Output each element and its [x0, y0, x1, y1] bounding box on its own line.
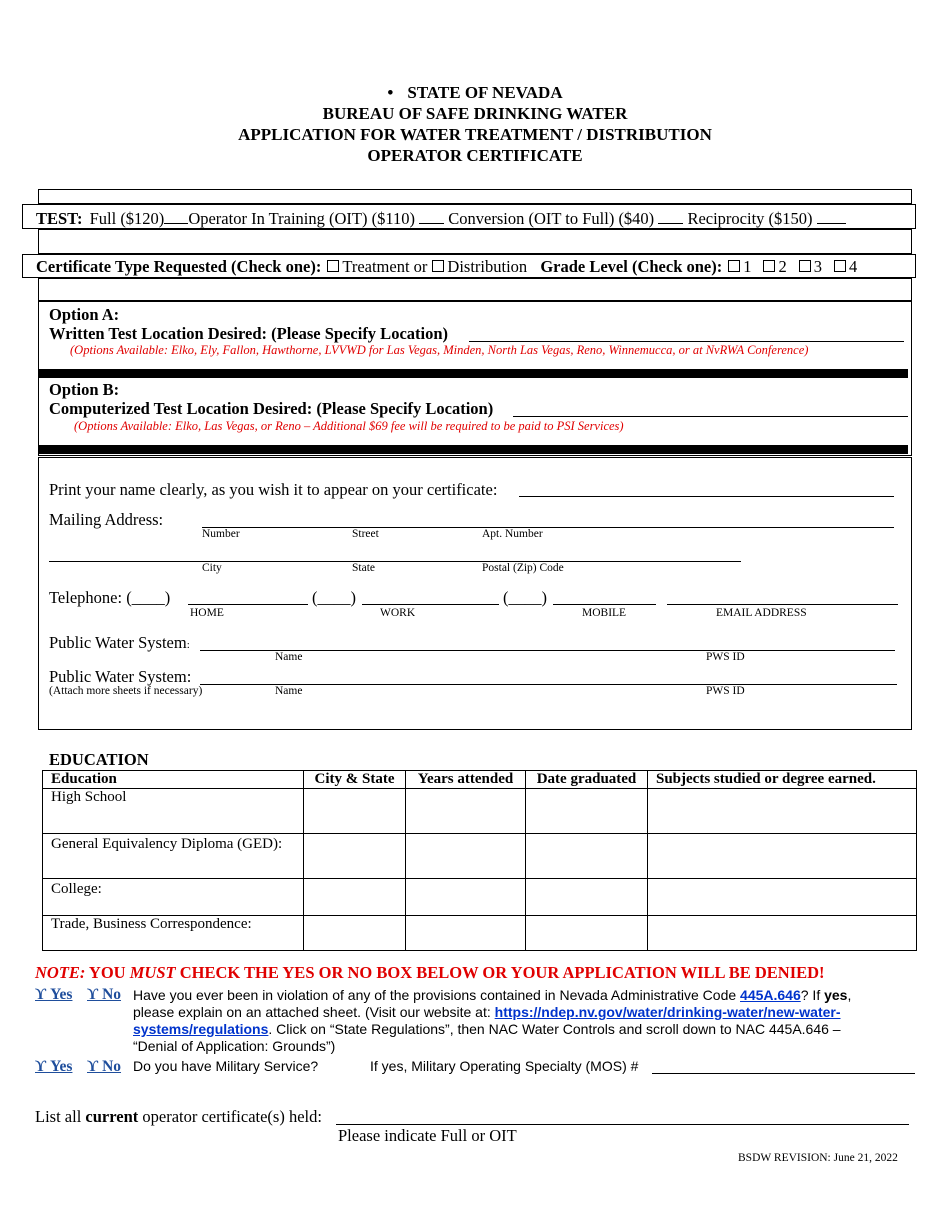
current-certificates-label: List all current operator certificate(s) held:: [35, 1107, 322, 1126]
mobile-caption: MOBILE: [582, 607, 627, 619]
test-oit-blank[interactable]: [419, 208, 444, 224]
mailing-address-label: Mailing Address:: [49, 510, 164, 529]
telephone-label: Telephone: (____): [49, 588, 171, 607]
table-row: [43, 879, 917, 916]
address-city-caption: City: [202, 562, 222, 574]
title-bureau: BUREAU OF SAFE DRINKING WATER: [322, 104, 628, 123]
military-question: Do you have Military Service?: [133, 1058, 319, 1074]
treatment-checkbox[interactable]: [327, 260, 339, 272]
row-trade: Trade, Business Correspondence:: [43, 916, 304, 951]
table-cell[interactable]: [526, 879, 648, 916]
table-cell[interactable]: [406, 879, 526, 916]
test-full: Full ($120): [89, 209, 165, 228]
mobile-area-code-field[interactable]: (____): [503, 588, 547, 607]
test-conversion-blank[interactable]: [658, 208, 683, 224]
grade-4-label: 4: [848, 257, 858, 276]
table-cell[interactable]: [304, 834, 406, 879]
mos-field[interactable]: [652, 1073, 915, 1074]
pws-1-id-caption: PWS ID: [706, 651, 745, 663]
pws-1-name-caption: Name: [275, 651, 303, 663]
table-cell[interactable]: [406, 789, 526, 834]
test-label: TEST:: [36, 209, 83, 228]
address-number-caption: Number: [202, 528, 240, 540]
certificate-row: [22, 254, 916, 278]
address-state-caption: State: [352, 562, 375, 574]
nac-code-link[interactable]: 445A.646: [740, 987, 801, 1003]
address-line-1-field[interactable]: [202, 527, 894, 528]
grade-3-label: 3: [813, 257, 822, 276]
col-city-state: City & State: [304, 771, 406, 789]
table-row: [43, 789, 917, 834]
work-caption: WORK: [380, 607, 416, 619]
option-a-note: (Options Available: Elko, Ely, Fallon, Hawthorne, LVVWD for Las Vegas, Minden, North Las Vegas, Reno, Winnemucca, or at NvRWA Conference): [70, 343, 809, 357]
table-cell[interactable]: [406, 916, 526, 951]
name-label: Print your name clearly, as you wish it to appear on your certificate:: [49, 480, 498, 499]
grade-4-checkbox[interactable]: [834, 260, 846, 272]
table-row: [43, 916, 917, 951]
spacer-box-1: [38, 189, 912, 204]
table-cell[interactable]: [304, 789, 406, 834]
table-cell[interactable]: [304, 879, 406, 916]
row-college: College:: [43, 879, 304, 916]
table-cell[interactable]: [648, 879, 917, 916]
distribution-label: Distribution: [447, 257, 528, 276]
title-bullet: •: [387, 83, 394, 102]
grade-level-label: Grade Level (Check one):: [540, 257, 723, 276]
mos-label: If yes, Military Operating Specialty (MOS) #: [370, 1058, 639, 1074]
table-cell[interactable]: [526, 916, 648, 951]
name-field[interactable]: [519, 496, 894, 497]
col-date-graduated: Date graduated: [526, 771, 648, 789]
email-field[interactable]: [667, 604, 898, 605]
home-area-code-field[interactable]: (____): [126, 588, 171, 607]
grade-1-label: 1: [743, 257, 752, 276]
option-b-note: (Options Available: Elko, Las Vegas, or Reno – Additional $69 fee will be required to be paid to PSI Services): [74, 419, 624, 433]
violation-question: Have you ever been in violation of any of the provisions contained in Nevada Administrative Code 445A.646? If yes, please explain on an attached sheet. (Visit our website at: https://ndep.nv.gov/water/drinking-water/new-water- systems/regulations. Click on “State Regulations”, then NAC Water Controls and scroll down to NAC 445A.646 – “Denial of Application: Grounds”): [133, 987, 852, 1054]
col-subjects: Subjects studied or degree earned.: [648, 771, 917, 789]
spacer-box-3: [38, 278, 912, 301]
title-state: • STATE OF NEVADA: [387, 83, 563, 102]
option-b-label: Computerized Test Location Desired: (Please Specify Location): [49, 399, 494, 418]
table-cell[interactable]: [406, 834, 526, 879]
pws-label-1: Public Water System:: [49, 633, 190, 652]
education-table: [42, 770, 917, 951]
test-row: [22, 204, 916, 229]
grade-2-checkbox[interactable]: [763, 260, 775, 272]
table-cell[interactable]: [648, 916, 917, 951]
denial-warning: NOTE: YOU MUST CHECK THE YES OR NO BOX BELOW OR YOUR APPLICATION WILL BE DENIED!: [35, 963, 825, 982]
row-high-school: High School: [43, 789, 304, 834]
table-cell[interactable]: [648, 834, 917, 879]
test-full-blank[interactable]: [164, 208, 188, 224]
current-certificates-field[interactable]: [336, 1124, 909, 1125]
col-education: Education: [43, 771, 304, 789]
divider-bar-a: [38, 369, 908, 378]
pws-2-id-caption: PWS ID: [706, 685, 745, 697]
violation-no-checkbox[interactable]: ϒ No: [87, 986, 122, 1003]
mobile-phone-field[interactable]: [553, 604, 656, 605]
spacer-box-2: [38, 229, 912, 254]
military-no-checkbox[interactable]: ϒ No: [87, 1058, 122, 1075]
grade-1-checkbox[interactable]: [728, 260, 740, 272]
address-zip-caption: Postal (Zip) Code: [482, 562, 564, 574]
certificate-hint: Please indicate Full or OIT: [338, 1126, 517, 1145]
pws-1-field[interactable]: [200, 650, 895, 651]
row-ged: General Equivalency Diploma (GED):: [43, 834, 304, 879]
grade-3-checkbox[interactable]: [799, 260, 811, 272]
military-yes-checkbox[interactable]: ϒ Yes: [35, 1058, 73, 1075]
test-reciprocity-blank[interactable]: [817, 208, 846, 224]
option-b-location-field[interactable]: [513, 416, 908, 417]
work-area-code-field[interactable]: (____): [312, 588, 356, 607]
grade-2-label: 2: [778, 257, 787, 276]
title-certificate: OPERATOR CERTIFICATE: [367, 146, 583, 165]
address-line-2-field[interactable]: [49, 561, 741, 562]
work-phone-field[interactable]: [362, 604, 499, 605]
distribution-checkbox[interactable]: [432, 260, 444, 272]
test-reciprocity: Reciprocity ($150): [687, 209, 813, 228]
home-caption: HOME: [190, 607, 224, 619]
pws-attach-note: (Attach more sheets if necessary): [49, 685, 203, 697]
divider-bar-b: [38, 445, 908, 454]
email-caption: EMAIL ADDRESS: [716, 607, 807, 619]
treatment-label: Treatment or: [342, 257, 428, 276]
address-street-caption: Street: [352, 528, 379, 540]
education-heading: EDUCATION: [49, 750, 149, 769]
regulations-url-link-1[interactable]: https://ndep.nv.gov/water/drinking-water/new-water-: [494, 1004, 841, 1020]
education-header-row: [43, 771, 917, 789]
pws-2-name-caption: Name: [275, 685, 303, 697]
table-cell[interactable]: [526, 789, 648, 834]
certificate-type-label: Certificate Type Requested (Check one):: [36, 257, 322, 276]
option-a-title: Option A:: [49, 305, 120, 324]
option-a-label: Written Test Location Desired: (Please Specify Location): [49, 324, 449, 343]
table-cell[interactable]: [648, 789, 917, 834]
address-apt-caption: Apt. Number: [482, 528, 543, 540]
test-oit: Operator In Training (OIT) ($110): [188, 209, 415, 228]
pws-label-2: Public Water System:: [49, 667, 192, 686]
violation-yes-checkbox[interactable]: ϒ Yes: [35, 986, 73, 1003]
revision-date: BSDW REVISION: June 21, 2022: [738, 1152, 898, 1164]
table-row: [43, 834, 917, 879]
title-application: APPLICATION FOR WATER TREATMENT / DISTRIBUTION: [238, 125, 712, 144]
table-cell[interactable]: [304, 916, 406, 951]
col-years-attended: Years attended: [406, 771, 526, 789]
home-phone-field[interactable]: [188, 604, 308, 605]
test-conversion: Conversion (OIT to Full) ($40): [448, 209, 655, 228]
pws-2-field[interactable]: [200, 684, 897, 685]
option-a-location-field[interactable]: [469, 341, 904, 342]
table-cell[interactable]: [526, 834, 648, 879]
option-b-title: Option B:: [49, 380, 120, 399]
regulations-url-link-2[interactable]: systems/regulations: [133, 1021, 269, 1037]
